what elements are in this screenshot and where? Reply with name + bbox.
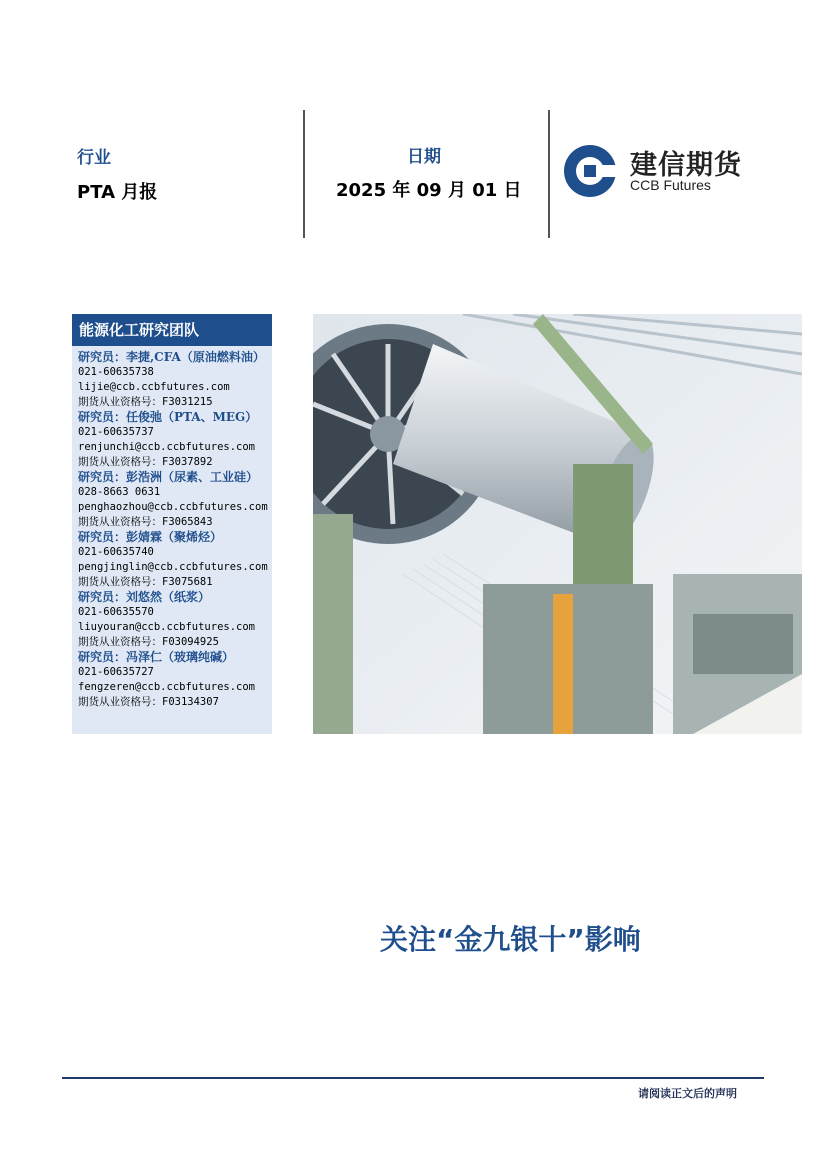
researcher-email[interactable]: liuyouran@ccb.ccbfutures.com (78, 621, 256, 633)
researcher-name: 研究员：刘悠然（纸浆） (78, 590, 211, 604)
researcher-name: 研究员：李捷,CFA（原油燃料油） (78, 350, 265, 364)
team-title: 能源化工研究团队 (72, 314, 272, 346)
researcher-phone: 021-60635738 (78, 366, 154, 378)
textile-machine-illustration (313, 314, 802, 734)
report-headline: 关注“金九银十”影响 (380, 923, 641, 956)
researcher-name: 研究员：任俊弛（PTA、MEG） (78, 410, 258, 424)
logo-name-en: CCB Futures (630, 177, 711, 193)
researcher-entry (78, 350, 266, 410)
researcher-license: 期货从业资格号：F3075681 (78, 576, 213, 588)
researcher-entry (78, 650, 266, 710)
researcher-entry (78, 530, 266, 590)
researcher-email[interactable]: fengzeren@ccb.ccbfutures.com (78, 681, 256, 693)
researcher-entry (78, 410, 266, 470)
date-label: 日期 (407, 147, 441, 167)
researcher-phone: 028-8663 0631 (78, 486, 161, 498)
researcher-email[interactable]: renjunchi@ccb.ccbfutures.com (78, 441, 256, 453)
researcher-license: 期货从业资格号：F3031215 (78, 396, 213, 408)
industry-label: 行业 (77, 148, 111, 168)
researcher-license: 期货从业资格号：F03134307 (78, 696, 219, 708)
researcher-email[interactable]: pengjinglin@ccb.ccbfutures.com (78, 561, 268, 573)
date-value: 2025 年 09 月 01 日 (336, 180, 522, 201)
researcher-phone: 021-60635570 (78, 606, 154, 618)
researcher-name: 研究员：彭婧霖（聚烯烃） (78, 530, 223, 544)
cover-photo-textile-machine (313, 314, 802, 734)
researcher-entry (78, 590, 266, 650)
researcher-name: 研究员：彭浩洲（尿素、工业硅） (78, 470, 259, 484)
team-list (72, 346, 272, 710)
footer-divider (62, 1077, 764, 1079)
researcher-entry (78, 470, 266, 530)
ccb-logo (562, 143, 782, 199)
researcher-email[interactable]: penghaozhou@ccb.ccbfutures.com (78, 501, 268, 513)
footer-disclaimer: 请阅读正文后的声明 (638, 1087, 737, 1100)
researcher-email[interactable]: lijie@ccb.ccbfutures.com (78, 381, 230, 393)
researcher-license: 期货从业资格号：F03094925 (78, 636, 219, 648)
researcher-phone: 021-60635737 (78, 426, 154, 438)
divider-1 (303, 110, 305, 238)
researcher-name: 研究员：冯泽仁（玻璃纯碱） (78, 650, 235, 664)
researcher-phone: 021-60635740 (78, 546, 154, 558)
logo-name-cn: 建信期货 (630, 150, 742, 181)
divider-2 (548, 110, 550, 238)
industry-value: PTA 月报 (77, 182, 158, 203)
researcher-license: 期货从业资格号：F3037892 (78, 456, 213, 468)
researcher-license: 期货从业资格号：F3065843 (78, 516, 213, 528)
research-team-panel (72, 314, 272, 734)
ccb-logo-mark-icon (562, 143, 618, 199)
researcher-phone: 021-60635727 (78, 666, 154, 678)
